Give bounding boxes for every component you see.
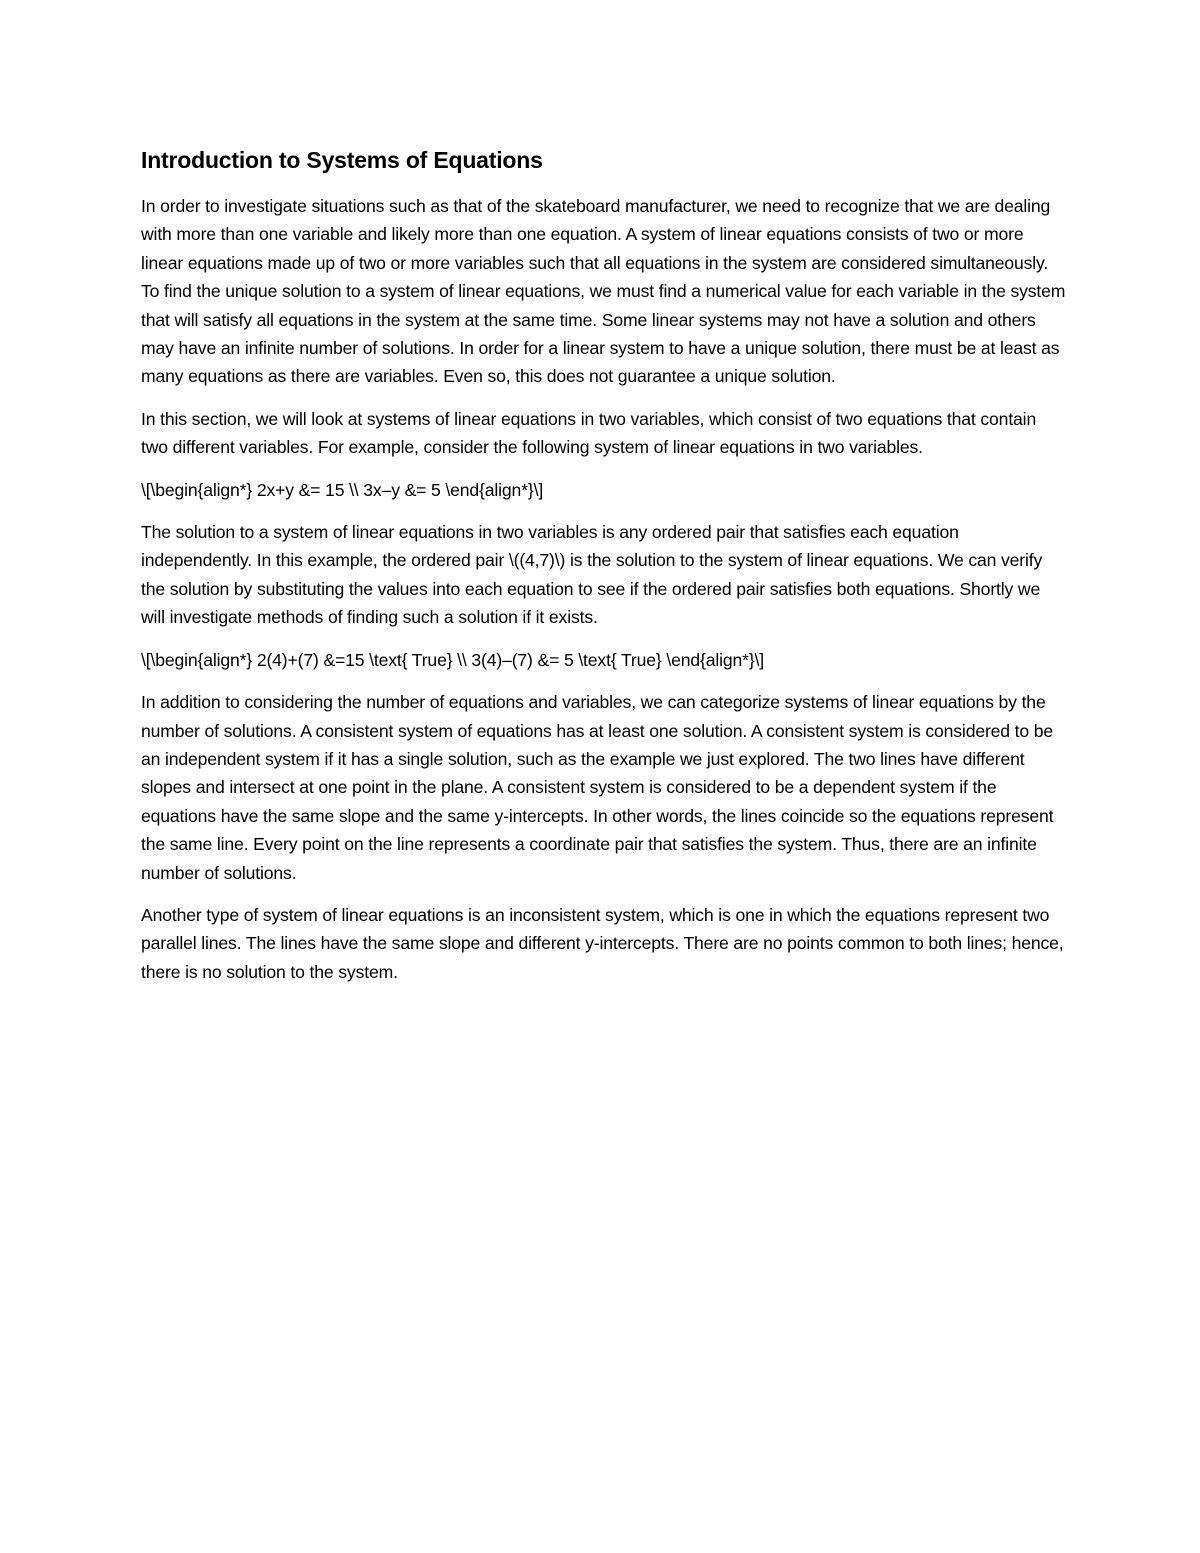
document-page: [141, 140, 1066, 1000]
paragraph-intro: In order to investigate situations such as that of the skateboard manufacturer, we need to recognize that we are dealing with more than one variable and likely more than one equation. A system of linear equations consists of two or more linear equations made up of two or more variables such that all equations in the system are considered simultaneously. To find the unique solution to a system of linear equations, we must find a numerical value for each variable in the system that will satisfy all equations in the system at the same time. Some linear systems may not have a solution and others may have an infinite number of solutions. In order for a linear system to have a unique solution, there must be at least as many equations as there are variables. Even so, this does not guarantee a unique solution.: [141, 196, 1066, 387]
equation-system: \[\begin{align*} 2x+y &= 15 \\ 3x–y &= 5 \end{align*}\]: [141, 479, 544, 500]
paragraph-inconsistent: Another type of system of linear equations is an inconsistent system, which is one in which the equations represent two parallel lines. The lines have the same slope and different y-intercepts. There are no points common to both lines; hence, there is no solution to the system.: [141, 904, 1064, 982]
equation-verification: \[\begin{align*} 2(4)+(7) &=15 \text{ True} \\ 3(4)–(7) &= 5 \text{ True} \end{align*}\]: [141, 649, 765, 670]
document-title: Introduction to Systems of Equations: [141, 147, 543, 173]
paragraph-consistent: In addition to considering the number of equations and variables, we can categorize systems of linear equations by the number of solutions. A consistent system of equations has at least one solution. A consistent system is considered to be an independent system if it has a single solution, such as the example we just explored. The two lines have different slopes and intersect at one point in the plane. A consistent system is considered to be a dependent system if the equations have the same slope and the same y-intercepts. In other words, the lines coincide so the equations represent the same line. Every point on the line represents a coordinate pair that satisfies the system. Thus, there are an infinite number of solutions.: [141, 692, 1054, 883]
paragraph-solution: The solution to a system of linear equations in two variables is any ordered pair that satisfies each equation independently. In this example, the ordered pair \((4,7)\) is the solution to the system of linear equations. We can verify the solution by substituting the values into each equation to see if the ordered pair satisfies both equations. Shortly we will investigate methods of finding such a solution if it exists.: [141, 522, 1043, 628]
paragraph-two-variables: In this section, we will look at systems of linear equations in two variables, which consist of two equations that contain two different variables. For example, consider the following system of linear equations in two variables.: [141, 408, 1037, 458]
